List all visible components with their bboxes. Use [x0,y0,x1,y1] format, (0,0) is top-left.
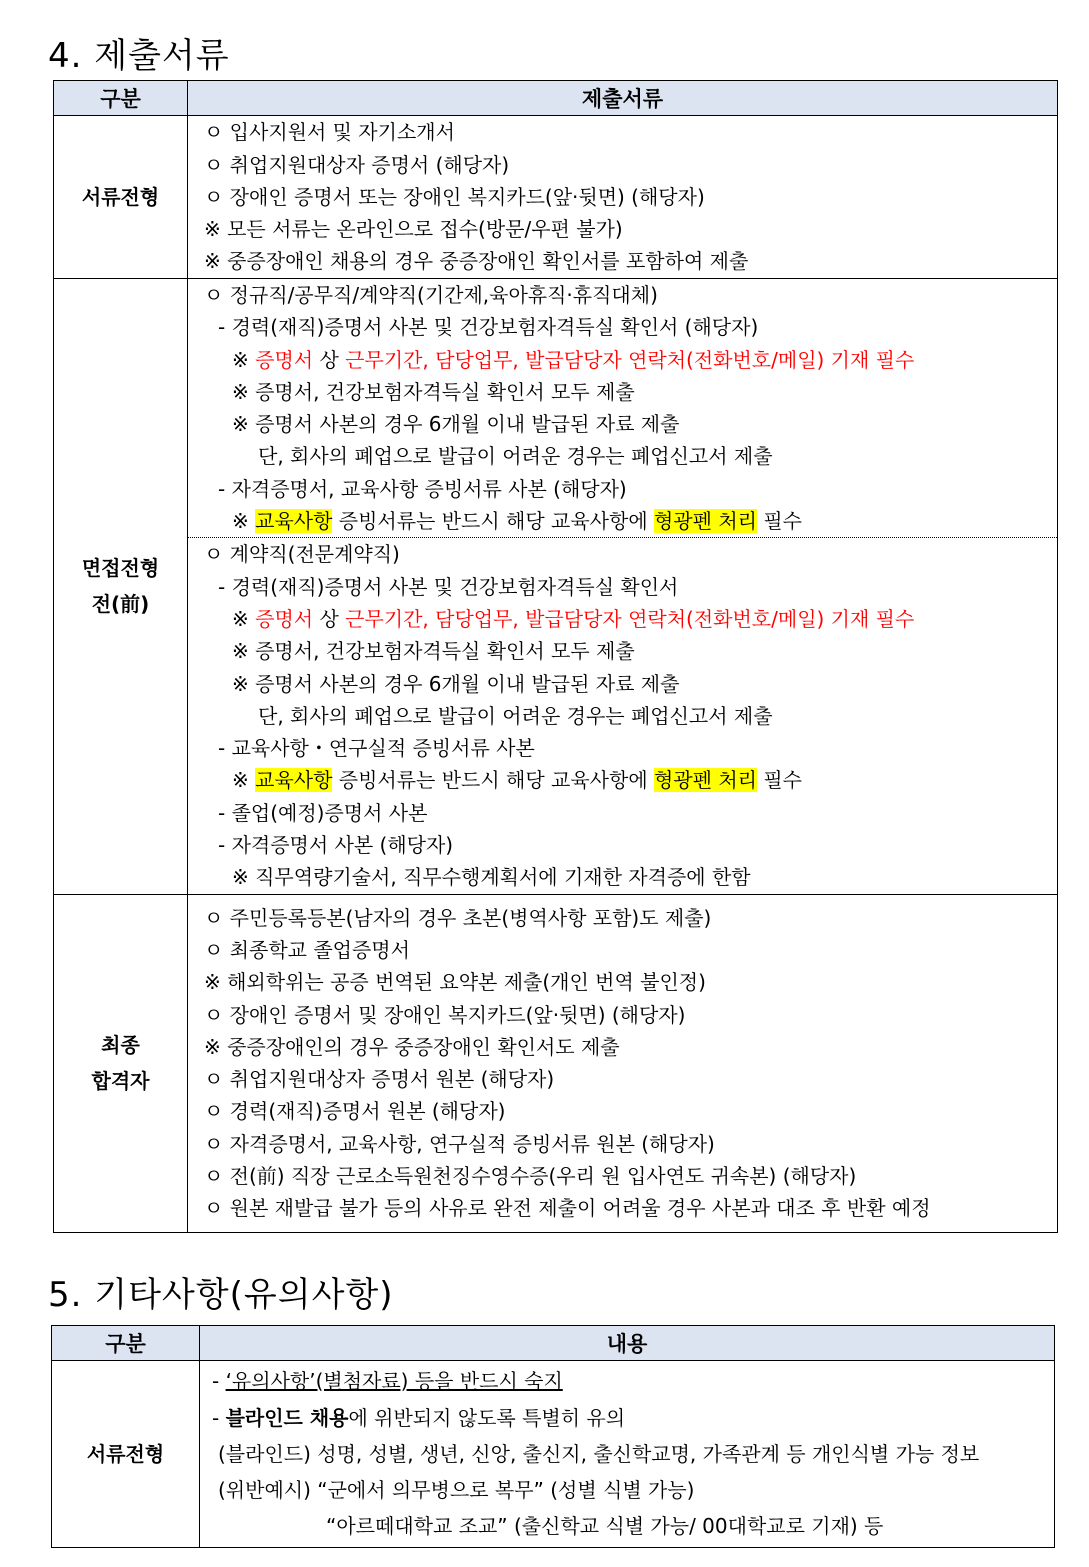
list-item: - 경력(재직)증명서 사본 및 건강보험자격득실 확인서 [218,574,679,599]
note-item [202,505,1047,537]
row-document-screening [54,116,1058,279]
list-item: ㅇ 입사지원서 및 자기소개서 [204,120,455,145]
list-item: “아르떼대학교 조교” (출신학교 식별 가능/ 00대학교로 기재) 등 [326,1514,884,1539]
emphasis-text: 근무기간, 담당업무, 발급담당자 연락처(전화번호/메일) 기재 필수 [345,606,915,631]
notes-table [51,1325,1055,1548]
submission-documents-table [53,80,1058,1233]
note-mark: ※ [232,606,256,631]
list-item: ㅇ 자격증명서, 교육사항, 연구실적 증빙서류 원본 (해당자) [204,1131,715,1156]
header-content: 내용 [200,1326,1055,1361]
list-item [212,1363,1044,1399]
section-5-title: 5. 기타사항(유의사항) [48,1275,394,1315]
label-pre-interview [54,279,188,895]
note-text: 상 [313,347,346,372]
list-item: ㅇ 최종학교 졸업증명서 [204,937,410,962]
label-line: 합격자 [91,1069,150,1094]
label-final-candidates [54,894,188,1232]
underlined-text: ‘유의사항’(별첨자료) 등을 반드시 숙지 [225,1369,563,1394]
row-final-candidates [54,894,1058,1232]
contract-staff-block [188,537,1057,893]
label-line: 전(前) [91,592,150,617]
header-documents: 제출서류 [188,81,1058,116]
list-item: ㅇ 전(前) 직장 근로소득원천징수영수증(우리 원 입사연도 귀속본) (해당자) [204,1164,857,1189]
list-item: - 자격증명서, 교육사항 증빙서류 사본 (해당자) [218,476,627,501]
list-item: ㅇ 주민등록등본(남자의 경우 초본(병역사항 포함)도 제출) [204,905,712,930]
content-notes [200,1361,1055,1548]
list-item: ㅇ 원본 재발급 불가 등의 사유로 완전 제출이 어려울 경우 사본과 대조 후 반환 예정 [204,1196,931,1221]
note-item: ※ 증명서 사본의 경우 6개월 이내 발급된 자료 제출 [232,671,680,696]
note-item: ※ 모든 서류는 온라인으로 접수(방문/우편 불가) [204,217,623,242]
note-item: ※ 중증장애인 채용의 경우 중증장애인 확인서를 포함하여 제출 [204,249,749,274]
note-text: 증빙서류는 반드시 해당 교육사항에 [332,509,654,534]
emphasis-text: 증명서 [255,347,314,372]
list-item: (블라인드) 성명, 성별, 생년, 신앙, 출신지, 출신학교명, 가족관계 등 개인식별 가능 정보 [218,1441,980,1466]
list-text: 에 위반되지 않도록 특별히 유의 [348,1405,626,1430]
note-mark: ※ [232,347,256,372]
table-header-row [52,1326,1055,1361]
list-item: - 졸업(예정)증명서 사본 [218,800,428,825]
note-mark: ※ [232,768,256,793]
header-category: 구분 [52,1326,200,1361]
list-item: ㅇ 취업지원대상자 증명서 (해당자) [204,152,510,177]
list-item: ㅇ 취업지원대상자 증명서 원본 (해당자) [204,1067,555,1092]
label-document-screening: 서류전형 [52,1361,200,1548]
list-item: ㅇ 계약직(전문계약직) [204,542,400,567]
list-item: ㅇ 장애인 증명서 또는 장애인 복지카드(앞·뒷면) (해당자) [204,184,705,209]
highlighted-text: 형광펜 처리 [654,509,757,534]
note-item [202,344,1047,376]
note-item: 단, 회사의 폐업으로 발급이 어려운 경우는 폐업신고서 제출 [258,703,773,728]
note-item: ※ 증명서, 건강보험자격득실 확인서 모두 제출 [232,639,635,664]
highlighted-text: 형광펜 처리 [654,768,757,793]
row-pre-interview [54,279,1058,895]
list-item: - 경력(재직)증명서 사본 및 건강보험자격득실 확인서 (해당자) [218,315,759,340]
list-item: (위반예시) “군에서 의무병으로 복무” (성별 식별 가능) [218,1478,695,1503]
note-item: ※ 증명서, 건강보험자격득실 확인서 모두 제출 [232,379,635,404]
note-item [202,603,1047,635]
content-document-screening [188,116,1058,279]
content-final-candidates [188,894,1058,1232]
section-4-title: 4. 제출서류 [48,36,230,76]
header-category: 구분 [54,81,188,116]
list-item: ㅇ 장애인 증명서 및 장애인 복지카드(앞·뒷면) (해당자) [204,1002,686,1027]
note-text: 상 [313,606,346,631]
list-item: ㅇ 경력(재직)증명서 원본 (해당자) [204,1099,506,1124]
note-mark: ※ [232,509,256,534]
label-document-screening: 서류전형 [54,116,188,279]
list-item [212,1400,1044,1436]
label-line: 최종 [101,1033,140,1058]
note-item: ※ 해외학위는 공증 번역된 요약본 제출(개인 번역 불인정) [204,970,706,995]
highlighted-text: 교육사항 [255,768,333,793]
note-item [202,764,1047,796]
note-item: 단, 회사의 폐업으로 발급이 어려운 경우는 폐업신고서 제출 [258,444,773,469]
list-item: - 교육사항・연구실적 증빙서류 사본 [218,736,535,761]
note-item: ※ 증명서 사본의 경우 6개월 이내 발급된 자료 제출 [232,412,680,437]
dash: - [212,1369,226,1394]
note-item: ※ 직무역량기술서, 직무수행계획서에 기재한 자격증에 한함 [232,865,751,890]
note-text: 필수 [756,768,802,793]
emphasis-text: 근무기간, 담당업무, 발급담당자 연락처(전화번호/메일) 기재 필수 [345,347,915,372]
row-document-screening [52,1361,1055,1548]
emphasis-text: 증명서 [255,606,314,631]
table-header-row [54,81,1058,116]
note-item: ※ 중증장애인의 경우 중증장애인 확인서도 제출 [204,1034,620,1059]
bold-text: 블라인드 채용 [225,1405,349,1430]
label-line: 면접전형 [81,556,160,581]
note-text: 증빙서류는 반드시 해당 교육사항에 [332,768,654,793]
content-pre-interview [188,279,1058,895]
list-item: - 자격증명서 사본 (해당자) [218,833,454,858]
highlighted-text: 교육사항 [255,509,333,534]
regular-staff-block [202,279,1047,537]
note-text: 필수 [756,509,802,534]
dash: - [212,1405,226,1430]
list-item: ㅇ 정규직/공무직/계약직(기간제,육아휴직·휴직대체) [204,283,658,307]
